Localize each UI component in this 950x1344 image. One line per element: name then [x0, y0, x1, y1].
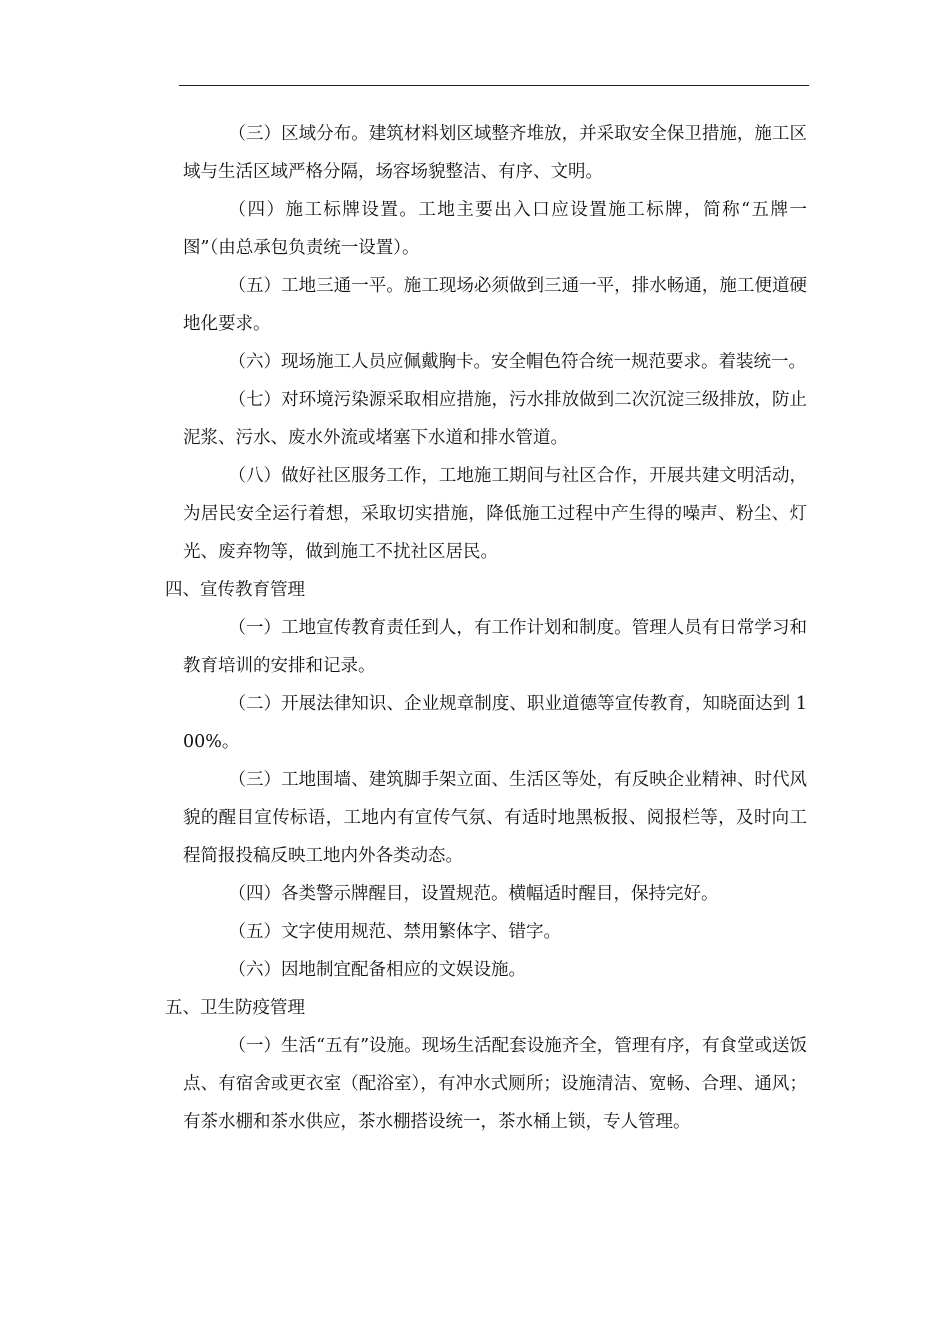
paragraph-pollution-control: （七）对环境污染源采取相应措施，污水排放做到二次沉淀三级排放，防止泥浆、污水、废水外流或堵塞下水道和排水管道。: [183, 390, 807, 448]
document-body: [165, 115, 807, 1141]
paragraph-text-standards: （五）文字使用规范、禁用繁体字、错字。: [228, 922, 561, 942]
section-heading-hygiene-epidemic: 五、卫生防疫管理: [165, 998, 305, 1018]
paragraph-education-responsibility: （一）工地宣传教育责任到人，有工作计划和制度。管理人员有日常学习和教育培训的安排和记录。: [183, 618, 807, 676]
paragraph-slogans: （三）工地围墙、建筑脚手架立面、生活区等处，有反映企业精神、时代风貌的醒目宣传标语，工地内有宣传气氛、有适时地黑板报、阅报栏等，及时向工程简报投稿反映工地内外各类动态。: [183, 770, 807, 866]
header-rule: [179, 85, 809, 86]
paragraph-worker-badges: （六）现场施工人员应佩戴胸卡。安全帽色符合统一规范要求。着装统一。: [228, 352, 806, 372]
paragraph-legal-education: （二）开展法律知识、企业规章制度、职业道德等宣传教育，知晓面达到 100%。: [183, 694, 807, 752]
section-heading-publicity-education: 四、宣传教育管理: [165, 580, 305, 600]
paragraph-community-service: （八）做好社区服务工作，工地施工期间与社区合作，开展共建文明活动，为居民安全运行着想，采取切实措施，降低施工过程中产生得的噪声、粉尘、灯光、废弃物等，做到施工不扰社区居民。: [183, 466, 807, 562]
paragraph-warning-signs: （四）各类警示牌醒目，设置规范。横幅适时醒目，保持完好。: [228, 884, 719, 904]
paragraph-living-facilities: （一）生活“五有”设施。现场生活配套设施齐全，管理有序，有食堂或送饭点、有宿舍或更衣室（配浴室），有冲水式厕所；设施清洁、宽畅、合理、通风；有茶水棚和茶水供应，茶水棚搭设统一，茶水桶上锁，专人管理。: [183, 1036, 807, 1132]
paragraph-recreation-facilities: （六）因地制宜配备相应的文娱设施。: [228, 960, 526, 980]
paragraph-zone-layout: （三）区域分布。建筑材料划区域整齐堆放，并采取安全保卫措施，施工区域与生活区域严格分隔，场容场貌整洁、有序、文明。: [183, 124, 807, 182]
paragraph-three-connections: （五）工地三通一平。施工现场必须做到三通一平，排水畅通，施工便道硬地化要求。: [183, 276, 807, 334]
paragraph-site-signage: （四）施工标牌设置。工地主要出入口应设置施工标牌，简称“五牌一图”（由总承包负责统一设置）。: [183, 200, 807, 258]
